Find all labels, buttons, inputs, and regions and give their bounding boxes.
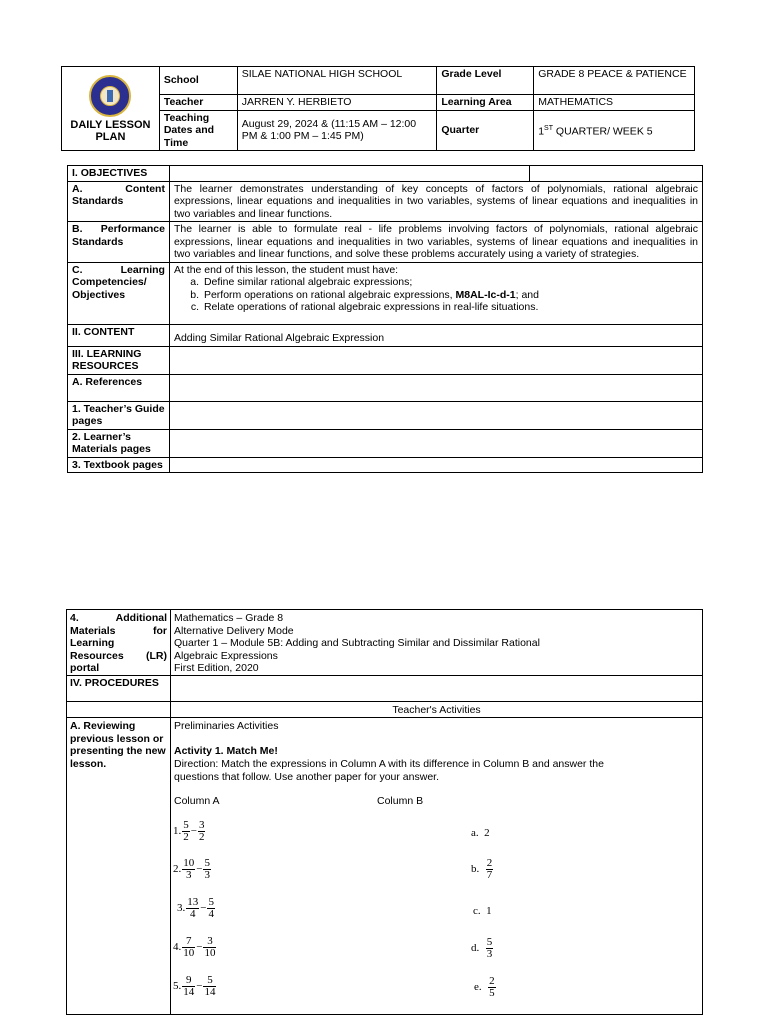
textbook-label: 3. Textbook pages bbox=[68, 457, 170, 473]
competencies-intro: At the end of this lesson, the student must have: bbox=[173, 263, 399, 276]
objectives-heading: I. OBJECTIVES bbox=[68, 166, 170, 182]
learners-materials-label: 2. Learner’s Materials pages bbox=[68, 429, 170, 457]
procedures-block bbox=[66, 609, 703, 1015]
school-value: SILAE NATIONAL HIGH SCHOOL bbox=[237, 67, 437, 95]
column-a-item-4: 4. $\frac{7}{10}$ − $\frac{3}{10}$ bbox=[173, 935, 216, 959]
performance-standards-label: B. Performance Standards bbox=[68, 222, 170, 263]
additional-materials-label: 4. Additional Materials for Learning Resources (LR) portal bbox=[70, 612, 167, 674]
column-b-item-a: a. 2 bbox=[471, 827, 490, 839]
procedures-heading: IV. PROCEDURES bbox=[70, 677, 159, 689]
plan-title: DAILY LESSON PLAN bbox=[70, 118, 151, 143]
teachers-guide-label: 1. Teacher’s Guide pages bbox=[68, 401, 170, 429]
performance-standards-text: The learner is able to formulate real - life problems involving factors of polynomials, rational algebraic expressions, linear equations and inequalities in two variables, systems of linear equations and inequalities in two variables and linear functions, and solve these problems accurately using a variety of strategies. bbox=[169, 222, 702, 263]
dates-label: Teaching Dates and Time bbox=[159, 110, 237, 151]
activity-direction: Direction: Match the expressions in Column A with its difference in Column B and answer the questions that follow. Use another paper for your answer. bbox=[174, 758, 604, 783]
objective-item: a. Define similar rational algebraic expressions; bbox=[202, 276, 698, 289]
competencies-label: C. Learning Competencies/ Objectives bbox=[68, 262, 170, 324]
column-b-heading: Column B bbox=[377, 795, 424, 807]
learners-materials-blank bbox=[169, 429, 702, 457]
row-divider bbox=[67, 717, 702, 718]
column-a-item-5: 5. $\frac{9}{14}$ − $\frac{5}{14}$ bbox=[173, 974, 216, 998]
logo-cell bbox=[62, 67, 160, 151]
content-standards-text: The learner demonstrates understanding of key concepts of factors of polynomials, rational algebraic expressions, linear equations and inequalities in two variables, systems of linear equations and inequalities in two variables and linear functions. bbox=[169, 181, 702, 222]
prelim-text: Preliminaries Activities bbox=[174, 720, 279, 732]
header-table bbox=[61, 66, 695, 151]
resources-blank bbox=[169, 346, 702, 374]
competencies-cell bbox=[169, 262, 702, 324]
dates-value: August 29, 2024 & (11:15 AM – 12:00 PM & 1:00 PM – 1:45 PM) bbox=[237, 110, 437, 151]
grade-label: Grade Level bbox=[437, 67, 534, 95]
quarter-label: Quarter bbox=[437, 110, 534, 151]
quarter-value bbox=[534, 110, 695, 151]
activity-title: Activity 1. Match Me! bbox=[174, 745, 278, 757]
content-text: Adding Similar Rational Algebraic Expression bbox=[169, 324, 702, 346]
references-label: A. References bbox=[68, 374, 170, 401]
quarter-rest: QUARTER/ WEEK 5 bbox=[553, 125, 653, 138]
objective-item: c. Relate operations of rational algebraic expressions in real-life situations. bbox=[202, 301, 698, 314]
objectives-blank-1 bbox=[169, 166, 529, 182]
school-label: School bbox=[159, 67, 237, 95]
column-b-item-d: d. $\frac{5}{3}$ bbox=[471, 936, 493, 960]
column-b-item-c: c. 1 bbox=[473, 905, 492, 917]
objective-item: b. Perform operations on rational algebraic expressions, M8AL-Ic-d-1; and bbox=[202, 289, 698, 302]
area-value: MATHEMATICS bbox=[534, 95, 695, 111]
review-label: A. Reviewing previous lesson or presenting the new lesson. bbox=[70, 720, 166, 770]
deped-seal-logo bbox=[89, 75, 131, 117]
teacher-activities-heading: Teacher's Activities bbox=[392, 704, 481, 716]
grade-value: GRADE 8 PEACE & PATIENCE bbox=[534, 67, 695, 95]
teacher-value: JARREN Y. HERBIETO bbox=[237, 95, 437, 111]
competency-code: M8AL-Ic-d-1 bbox=[455, 288, 516, 301]
teachers-guide-blank bbox=[169, 401, 702, 429]
objectives-table bbox=[67, 165, 703, 473]
teacher-label: Teacher bbox=[159, 95, 237, 111]
row-divider bbox=[67, 701, 702, 702]
content-standards-label: A. Content Standards bbox=[68, 181, 170, 222]
column-a-item-1: 1. $\frac{5}{2}$ − $\frac{3}{2}$ bbox=[173, 819, 205, 843]
row-divider bbox=[67, 675, 702, 676]
column-a-heading: Column A bbox=[174, 795, 220, 807]
objectives-blank-2 bbox=[530, 166, 703, 182]
resources-heading: III. LEARNING RESOURCES bbox=[68, 346, 170, 374]
additional-materials-text: Mathematics – Grade 8 Alternative Delivery Mode Quarter 1 – Module 5B: Adding and Subtracting Similar and Dissimilar Rational Algebraic Expressions First Edition, 2020 bbox=[174, 612, 540, 674]
column-a-item-3: 3. $\frac{13}{4}$ − $\frac{5}{4}$ bbox=[177, 896, 214, 920]
area-label: Learning Area bbox=[437, 95, 534, 111]
quarter-suffix: ST bbox=[544, 124, 553, 132]
textbook-blank bbox=[169, 457, 702, 473]
column-b-item-e: e. $\frac{2}{5}$ bbox=[474, 975, 495, 999]
objectives-list bbox=[174, 276, 698, 314]
references-blank bbox=[169, 374, 702, 401]
quarter-number: 1 bbox=[538, 125, 545, 138]
column-b-item-b: b. $\frac{2}{7}$ bbox=[471, 857, 493, 881]
column-a-item-2: 2. $\frac{10}{3}$ − $\frac{5}{3}$ bbox=[173, 857, 210, 881]
column-divider bbox=[170, 610, 171, 1014]
content-heading: II. CONTENT bbox=[68, 324, 170, 346]
